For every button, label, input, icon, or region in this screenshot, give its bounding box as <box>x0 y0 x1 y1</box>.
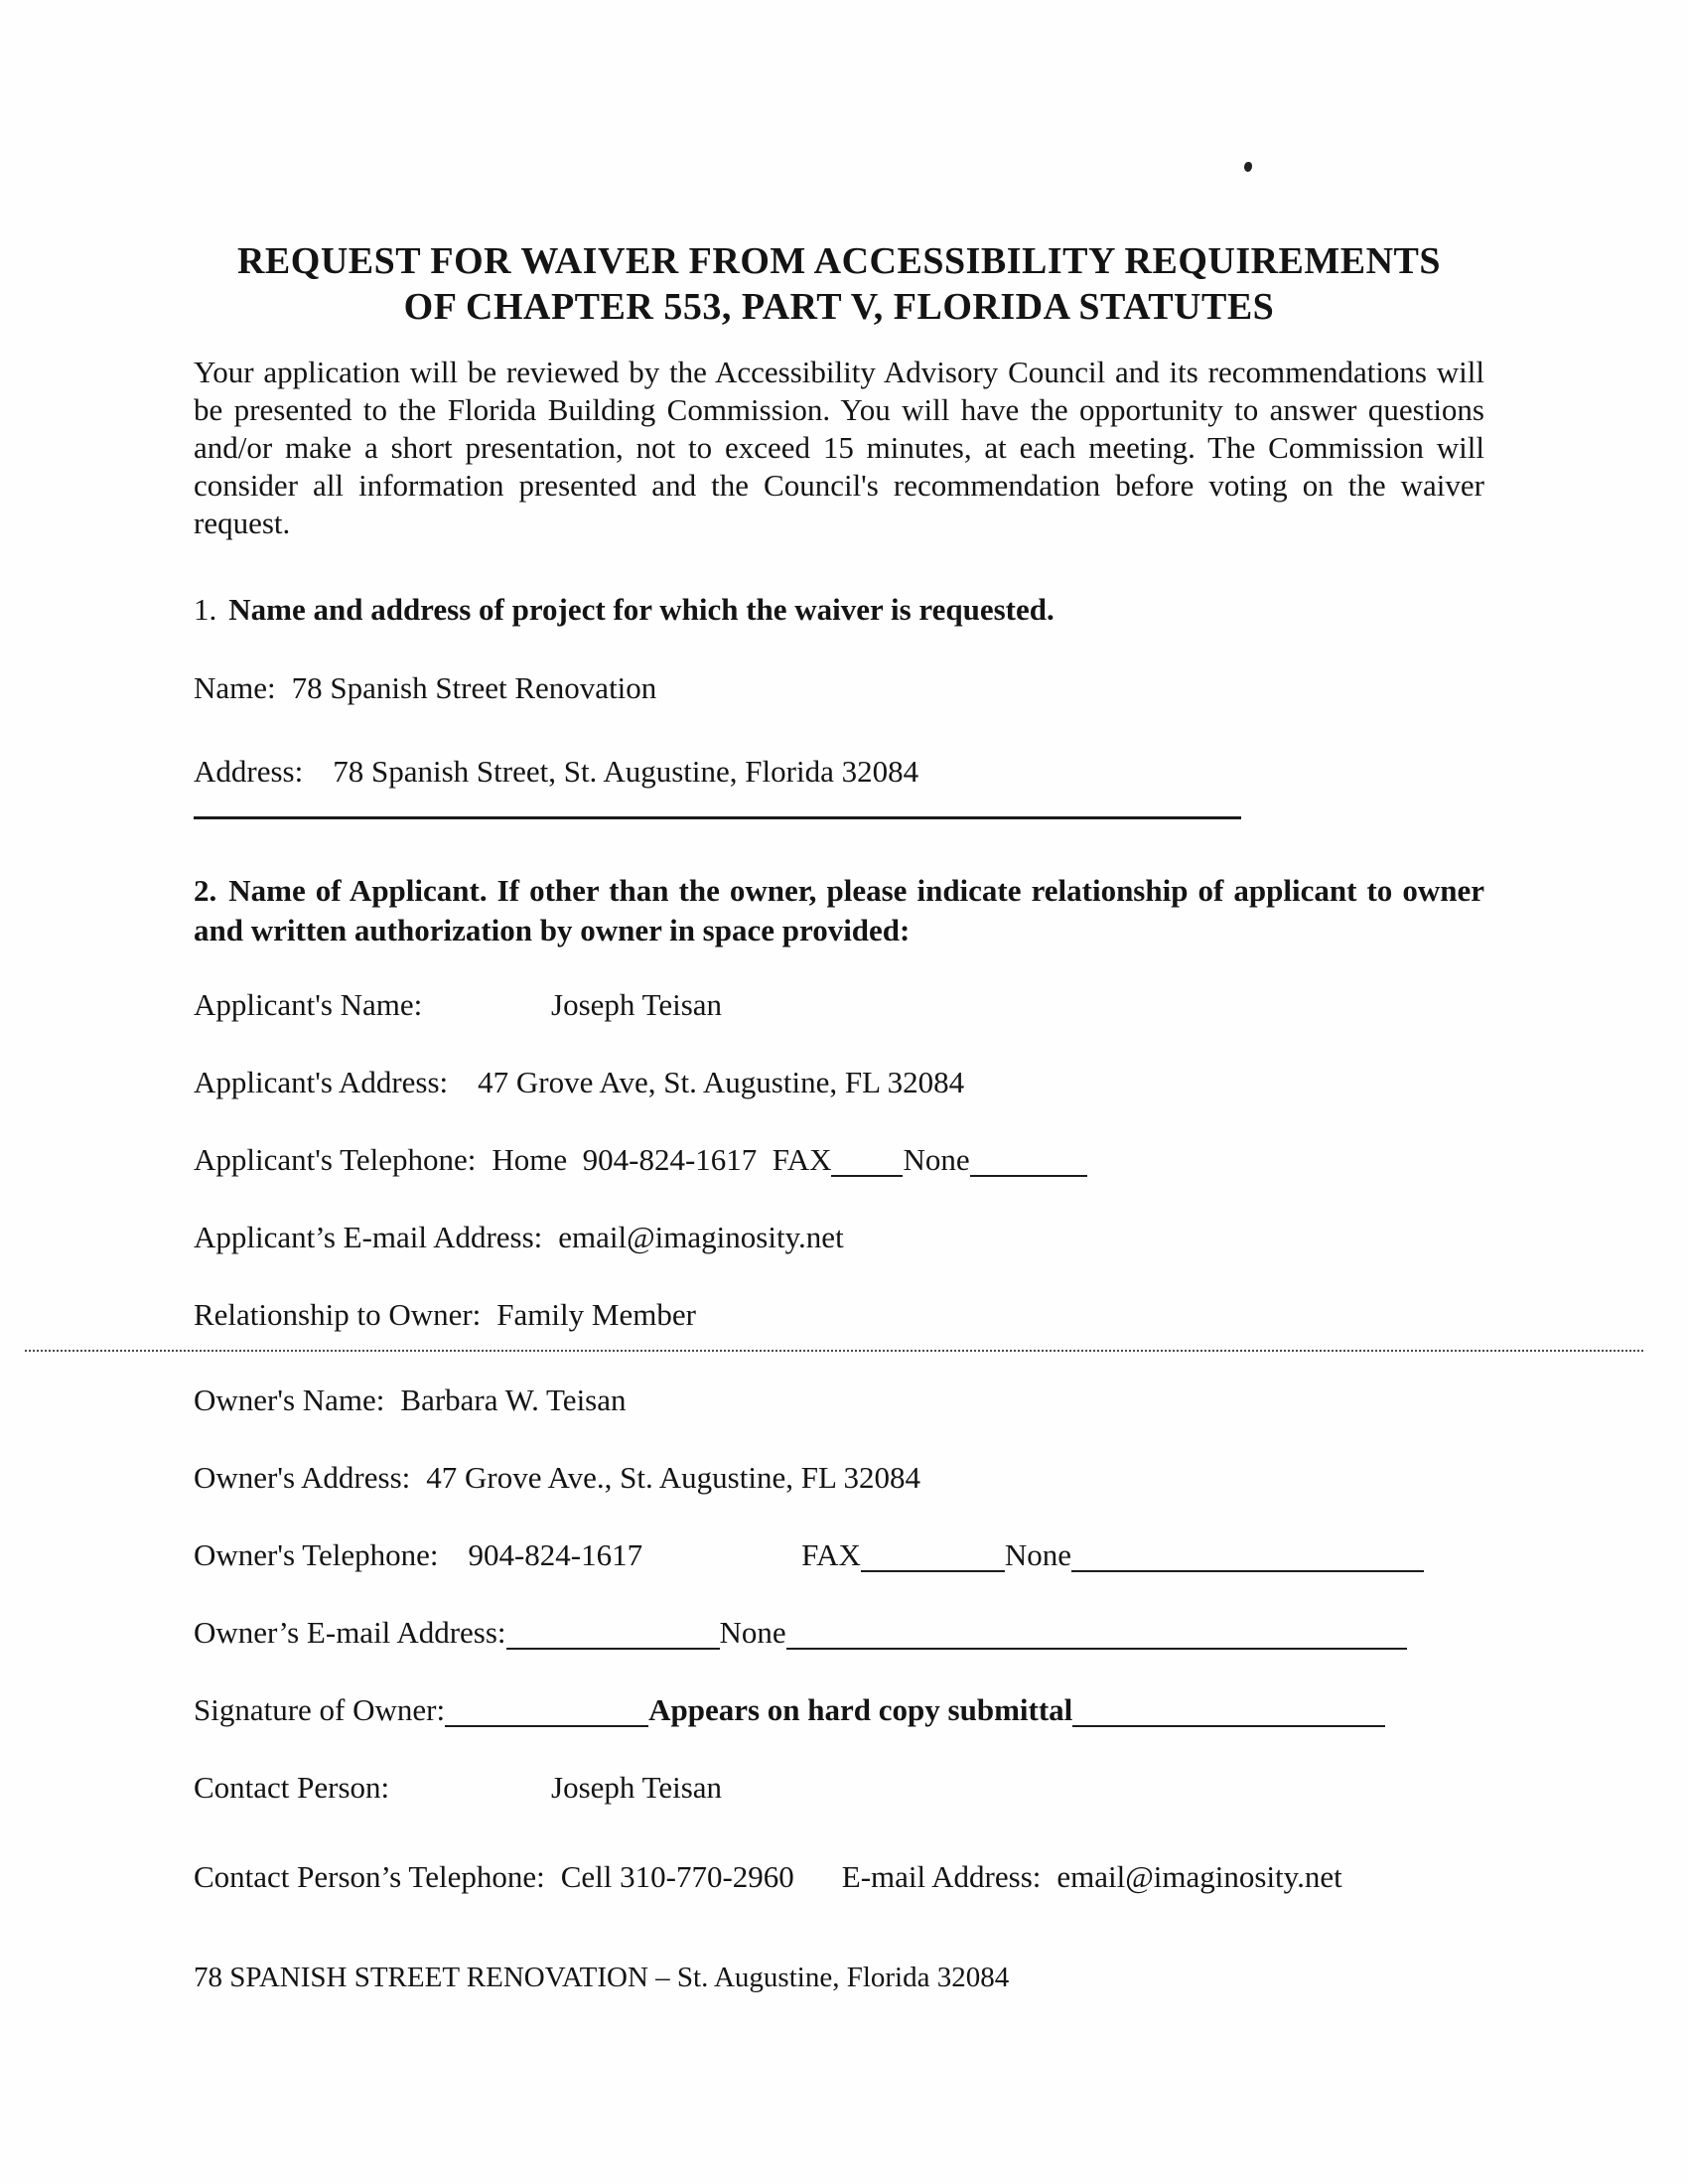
owner-email-none: None <box>719 1615 786 1650</box>
applicant-name-value: Joseph Teisan <box>551 987 723 1022</box>
applicant-fax-blank <box>831 1144 903 1177</box>
owner-email-blank <box>506 1617 720 1650</box>
relationship-row <box>194 1296 1484 1334</box>
contact-telephone-value: Cell 310-770-2960 <box>560 1859 794 1894</box>
owner-email-label: Owner’s E-mail Address: <box>194 1615 506 1650</box>
owner-signature-value: Appears on hard copy submittal <box>648 1692 1073 1727</box>
relationship-value: Family Member <box>496 1297 696 1332</box>
section-divider-line <box>194 816 1241 819</box>
contact-telephone-row <box>194 1858 1484 1896</box>
applicant-telephone-value: Home 904-824-1617 FAX <box>492 1142 832 1177</box>
section-2-heading-text: Name of Applicant. If other than the owner, please indicate relationship of applicant to owner and written authorization by owner in space provided: <box>194 873 1492 947</box>
owner-name-row <box>194 1382 1484 1419</box>
owner-signature-row <box>194 1691 1484 1729</box>
owner-address-row <box>194 1459 1484 1497</box>
footer-project-line: 78 SPANISH STREET RENOVATION – St. Augustine, Florida 32084 <box>194 1962 1010 1993</box>
owner-email-blank-2 <box>786 1617 1407 1650</box>
section-1-heading-text: Name and address of project for which the waiver is requested. <box>228 592 1055 627</box>
contact-person-label: Contact Person: <box>194 1770 390 1805</box>
applicant-email-label: Applicant’s E-mail Address: <box>194 1220 543 1254</box>
applicant-telephone-row <box>194 1141 1484 1179</box>
contact-email-value: email@imaginosity.net <box>1056 1859 1342 1894</box>
section-1-number: 1. <box>194 592 217 627</box>
owner-email-row <box>194 1614 1484 1652</box>
intro-paragraph: Your application will be reviewed by the Accessibility Advisory Council and its recommendations will be presented to the Florida Building Commission. You will have the opportunity to answer questions and/or make a short presentation, not to exceed 15 minutes, at each meeting. The Commission will consider all information presented and the Council's recommendation before voting on the waiver request. <box>194 355 1484 540</box>
owner-address-label: Owner's Address: <box>194 1460 411 1495</box>
applicant-fax-value: None <box>903 1142 970 1177</box>
owner-fax-blank <box>861 1539 1005 1572</box>
contact-person-row <box>194 1769 1484 1807</box>
owner-signature-blank-2 <box>1072 1694 1385 1727</box>
section-1-heading <box>194 590 1484 630</box>
applicant-email-row <box>194 1219 1484 1256</box>
applicant-address-row <box>194 1064 1484 1101</box>
contact-telephone-label: Contact Person’s Telephone: <box>194 1859 545 1894</box>
project-name-row <box>194 669 1484 707</box>
owner-telephone-row <box>194 1536 1484 1574</box>
owner-fax-label: FAX <box>801 1537 861 1572</box>
dotted-divider-line <box>25 1350 1643 1352</box>
applicant-address-label: Applicant's Address: <box>194 1065 449 1099</box>
owner-fax-value: None <box>1004 1537 1072 1572</box>
project-name-value: 78 Spanish Street Renovation <box>291 670 657 705</box>
project-name-label: Name: <box>194 670 276 705</box>
owner-telephone-label: Owner's Telephone: <box>194 1537 439 1572</box>
applicant-name-label: Applicant's Name: <box>194 987 423 1022</box>
owner-telephone-value: 904-824-1617 <box>468 1537 643 1572</box>
project-address-value: 78 Spanish Street, St. Augustine, Florida 32084 <box>333 754 919 789</box>
applicant-telephone-label: Applicant's Telephone: <box>194 1142 477 1177</box>
applicant-name-row <box>194 986 1484 1024</box>
project-address-row <box>194 753 1484 791</box>
owner-telephone-gap <box>642 1564 801 1565</box>
applicant-address-value: 47 Grove Ave, St. Augustine, FL 32084 <box>478 1065 965 1099</box>
owner-name-label: Owner's Name: <box>194 1383 385 1417</box>
contact-email-label: E-mail Address: <box>841 1859 1042 1894</box>
contact-row-gap <box>794 1886 842 1887</box>
relationship-label: Relationship to Owner: <box>194 1297 482 1332</box>
owner-fax-blank-2 <box>1071 1539 1424 1572</box>
owner-address-value: 47 Grove Ave., St. Augustine, FL 32084 <box>426 1460 920 1495</box>
project-address-label: Address: <box>194 754 304 789</box>
owner-signature-label: Signature of Owner: <box>194 1692 446 1727</box>
owner-signature-blank <box>445 1694 648 1727</box>
contact-person-value: Joseph Teisan <box>551 1770 723 1805</box>
owner-name-value: Barbara W. Teisan <box>400 1383 627 1417</box>
applicant-fax-blank-2 <box>970 1144 1087 1177</box>
section-2-number: 2. <box>194 873 217 908</box>
applicant-email-value: email@imaginosity.net <box>558 1220 844 1254</box>
document-title-line-1: REQUEST FOR WAIVER FROM ACCESSIBILITY REQUIREMENTS <box>236 240 1442 282</box>
section-2-heading <box>194 871 1492 950</box>
document-title-line-2: OF CHAPTER 553, PART V, FLORIDA STATUTES <box>403 286 1275 328</box>
